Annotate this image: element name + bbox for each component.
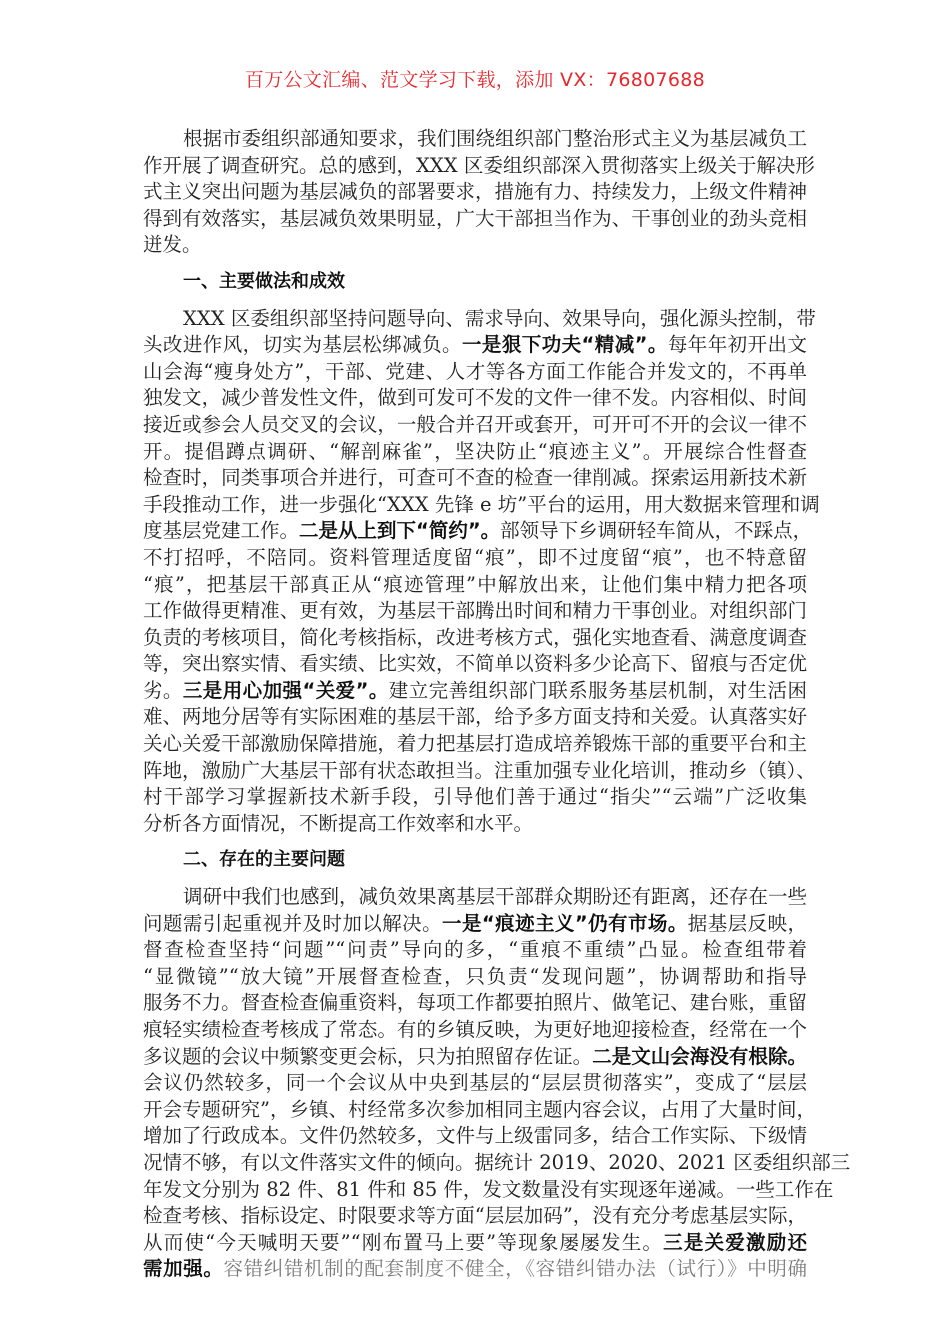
text-segment: 从而使“今天喊明天要”“刚布置马上要”等现象屡屡发生。	[143, 1230, 664, 1254]
text-line	[143, 439, 807, 466]
text-segment: 容错纠错机制的配套制度不健全，《容错纠错办法（试行）》中明确	[223, 1257, 807, 1281]
text-line: 根据市委组织部通知要求，我们围绕组织部门整治形式主义为基层减负工	[183, 127, 808, 150]
text-segment: 工作做得更精准、更有效，为基层干部腾出时间和精力干事创业。对组织部门	[143, 599, 807, 623]
text-line	[143, 964, 807, 991]
text-line	[143, 1070, 807, 1097]
text-segment: 调研中我们也感到，减负效果离基层干部群众期盼还有距离，还存在一些	[183, 885, 808, 909]
text-line	[143, 704, 807, 731]
text-line	[143, 1177, 834, 1204]
text-segment: 阵地，激励广大基层干部有状态敢担当。注重加强专业化培训，推动乡（镇）、	[143, 758, 816, 782]
text-line	[143, 1017, 807, 1044]
text-segment: 劣。	[143, 678, 183, 702]
text-line	[143, 1150, 851, 1177]
text-segment: 会议仍然较多，同一个会议从中央到基层的“层层贯彻落实”，变成了“层层	[143, 1071, 807, 1095]
text-segment: 头改进作风，切实为基层松绑减负。	[143, 333, 462, 357]
section1-paragraph	[143, 306, 820, 838]
text-segment: 增加了行政成本。文件仍然较多，文件与上级雷同多，结合工作实际、下级情	[143, 1124, 807, 1148]
bold-lead-phrase: 二是从上到下“简约”。	[299, 519, 501, 543]
text-segment: 不打招呼，不陪同。资料管理适度留“痕”，即不过度留“痕”，也不特意留	[143, 545, 807, 569]
text-segment: 每年年初开出文	[667, 333, 807, 357]
text-line	[143, 811, 807, 838]
text-line	[143, 1097, 816, 1124]
text-line	[143, 492, 820, 519]
text-segment: 据基层反映，	[687, 911, 807, 935]
bold-lead-phrase: 一是狠下功夫“精减”。	[461, 333, 668, 357]
text-line	[143, 990, 807, 1017]
text-line	[143, 731, 807, 758]
text-line	[143, 784, 807, 811]
text-line	[143, 306, 816, 333]
text-line	[143, 465, 807, 492]
text-line	[143, 1256, 807, 1283]
text-segment: 多议题的会议中频繁变更会标，只为拍照留存佐证。	[143, 1044, 593, 1068]
bold-lead-phrase: 三是用心加强“关爱”。	[182, 678, 389, 702]
text-segment: 村干部学习掌握新技术新手段，引导他们善于通过“指尖”“云端”广泛收集	[143, 785, 807, 809]
text-line	[143, 572, 807, 599]
text-line: 式主义突出问题为基层减负的部署要求，措施有力、持续发力，上级文件精神	[143, 180, 807, 204]
text-line	[143, 359, 807, 386]
text-segment: 部领导下乡调研轻车简从，不踩点，	[500, 519, 813, 543]
text-segment: 度基层党建工作。	[143, 519, 300, 543]
bold-lead-phrase: 一是“痕迹主义”仍有市场。	[442, 911, 688, 935]
text-line	[143, 1230, 807, 1257]
text-line	[143, 598, 807, 625]
text-line	[143, 758, 816, 785]
text-line	[143, 412, 807, 439]
text-line	[143, 651, 807, 678]
section-heading-main-practices: 一、主要做法和成效	[183, 270, 345, 292]
bold-lead-phrase: 三是关爱激励还	[663, 1230, 807, 1254]
document-body	[143, 126, 851, 1283]
text-segment: 等，突出察实情、看实绩、比实效，不简单以资料多少论高下、留痕与否定优	[143, 652, 807, 676]
text-line	[143, 1203, 807, 1230]
text-segment: 况情不够，有以文件落实文件的倾向。据统计 2019、2020、2021 区委组织部三	[143, 1150, 851, 1174]
bold-lead-phrase: 二是文山会海没有根除。	[592, 1044, 807, 1068]
intro-paragraph	[143, 126, 815, 259]
text-segment: 难、两地分居等有实际困难的基层干部，给予多方面支持和关爱。认真落实好	[143, 705, 807, 729]
text-segment: 关心关爱干部激励保障措施，着力把基层打造成培养锻炼干部的重要平台和主	[143, 732, 807, 756]
text-segment: 督查检查坚持“问题”“问责”导向的多，“重痕不重绩”凸显。检查组带着	[143, 938, 807, 962]
text-line: 得到有效落实，基层减负效果明显，广大干部担当作为、干事创业的劲头竞相	[143, 206, 807, 230]
text-segment: 开会专题研究”，乡镇、村经常多次参加相同主题内容会议，占用了大量时间，	[143, 1097, 816, 1121]
text-line	[143, 884, 807, 911]
text-segment: 问题需引起重视并及时加以解决。	[143, 911, 443, 935]
text-segment: 建立完善组织部门联系服务基层机制，对生活困	[388, 678, 807, 702]
text-segment: “痕”，把基层干部真正从“痕迹管理”中解放出来，让他们集中精力把各项	[143, 572, 807, 596]
text-segment: 开。提倡蹲点调研、“解剖麻雀”，坚决防止“痕迹主义”。开展综合性督查	[143, 439, 807, 463]
text-line: 作开展了调查研究。总的感到，XXX 区委组织部深入贯彻落实上级关于解决形	[143, 153, 815, 177]
text-segment: 检查时，同类事项合并进行，可查可不查的检查一律削减。探索运用新技术新	[143, 466, 807, 490]
text-segment: 手段推动工作，进一步强化“XXX 先锋 e 坊”平台的运用，用大数据来管理和调	[143, 492, 820, 516]
section-heading-main-problems: 二、存在的主要问题	[183, 849, 345, 871]
text-line: 迸发。	[143, 233, 202, 257]
text-line	[143, 518, 813, 545]
text-segment: 独发文，减少普发性文件，做到可发可不发的文件一律不发。内容相似、时间	[143, 386, 807, 410]
text-segment: 负责的考核项目，简化考核指标，改进考核方式，强化实地查看、满意度调查	[143, 625, 807, 649]
text-segment: 年发文分别为 82 件、81 件和 85 件，发文数量没有实现逐年递减。一些工作在	[143, 1177, 834, 1201]
text-line	[143, 332, 807, 359]
text-segment: 接近或参会人员交叉的会议，一般合并召开或套开，可开可不开的会议一律不	[143, 412, 807, 436]
promo-banner: 百万公文汇编、范文学习下载，添加 VX：76807688	[244, 69, 706, 91]
text-segment: 山会海“瘦身处方”，干部、党建、人才等各方面工作能合并发文的，不再单	[143, 359, 807, 383]
text-segment: “显微镜”“放大镜”开展督查检查，只负责“发现问题”，协调帮助和指导	[143, 964, 807, 988]
text-line	[143, 545, 807, 572]
text-segment: 检查考核、指标设定、时限要求等方面“层层加码”，没有充分考虑基层实际，	[143, 1204, 807, 1228]
text-segment: 分析各方面情况，不断提高工作效率和水平。	[143, 811, 534, 835]
text-segment: 痕轻实绩检查考核成了常态。有的乡镇反映，为更好地迎接检查，经常在一个	[143, 1018, 807, 1041]
section2-paragraph	[143, 884, 851, 1283]
text-line	[143, 625, 807, 652]
text-segment: 服务不力。督查检查偏重资料，每项工作都要拍照片、做笔记、建台账，重留	[143, 991, 807, 1015]
text-segment: XXX 区委组织部坚持问题导向、需求导向、效果导向，强化源头控制，带	[183, 306, 816, 330]
text-line	[143, 385, 807, 412]
text-line	[143, 937, 807, 964]
text-line	[143, 1123, 807, 1150]
text-line	[143, 678, 807, 705]
text-line	[143, 1044, 807, 1071]
text-line	[143, 911, 807, 938]
bold-lead-phrase: 需加强。	[143, 1257, 224, 1281]
